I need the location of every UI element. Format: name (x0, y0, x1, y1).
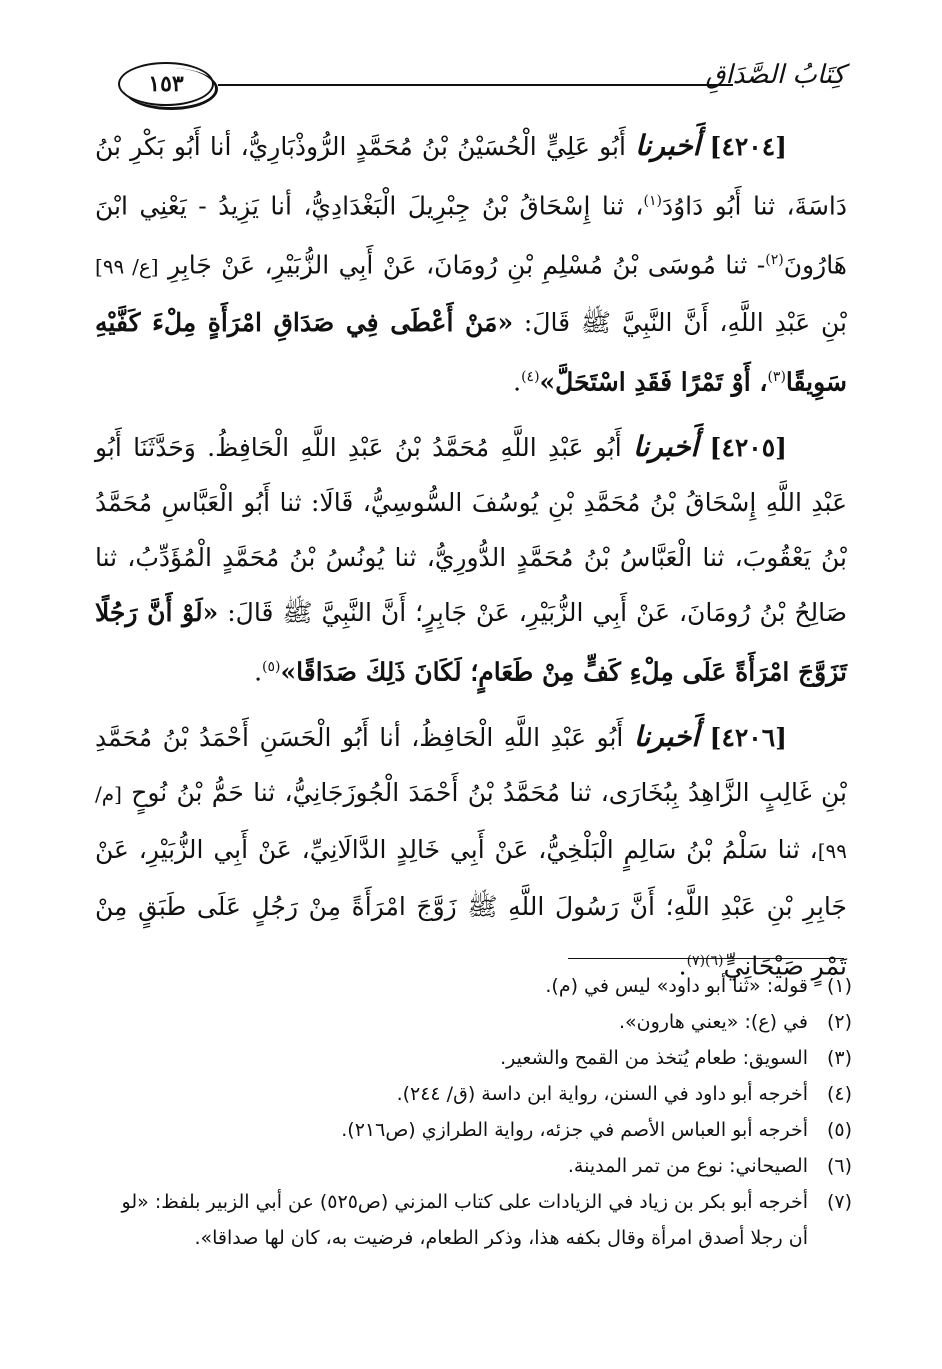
footnote-item (100, 1184, 852, 1256)
isnad-text: أَبُو عَبْدِ اللَّهِ مُحَمَّدُ بْنُ عَبْدِ اللَّهِ الْحَافِظُ. وَحَدَّثَنَا أَبُو عَبْدِ اللَّهِ إِسْحَاقُ بْنُ مُحَمَّدِ بْنِ يُوسُفَ السُّوسِيُّ، قَالَا: ثنا أَبُو الْعَبَّاسِ مُحَمَّدُ بْنُ يَعْقُوبَ، ثنا الْعَبَّاسُ بْنُ مُحَمَّدٍ الدُّورِيُّ، ثنا يُونُسُ بْنُ مُحَمَّدٍ الْمُؤَدِّبُ، ثنا صَالِحُ بْنُ رُومَانَ، عَنْ أَبِي الزُّبَيْرِ، عَنْ جَابِرٍ؛ أَنَّ النَّبِيَّ ﷺ قَالَ: (95, 432, 847, 627)
akhbarana-word: أَخبرنا (632, 429, 699, 463)
footnote-item (100, 1076, 852, 1112)
footnote-number: (٦) (826, 1155, 852, 1177)
footnote-marker: (٢) (765, 252, 784, 269)
footnote-text: قوله: «ثنا أبو داود» ليس في (م). (545, 975, 808, 997)
isnad-text: ، ثنا سَلْمُ بْنُ سَالِمٍ الْبَلْخِيُّ، عَنْ أَبِي خَالِدٍ الدَّالَانِيِّ، عَنْ أَبِي الزُّبَيْرِ، عَنْ جَابِرِ بْنِ عَبْدِ اللَّهِ؛ أَنَّ رَسُولَ اللَّهِ ﷺ زَوَّجَ امْرَأَةً مِنْ رَجُلٍ عَلَى طَبَقٍ مِنْ تَمْرٍ صَيْحَانِيٍّ (95, 835, 847, 981)
footnote-item (100, 1040, 852, 1076)
footnote-text: أخرجه أبو العباس الأصم في جزئه، رواية الطرازي (ص٢١٦). (341, 1119, 808, 1141)
footnote-text: السويق: طعام يُتخذ من القمح والشعير. (500, 1047, 808, 1069)
footnote-number: (٥) (826, 1119, 852, 1141)
isnad-text: أَبُو عَبْدِ اللَّهِ الْحَافِظُ، أنا أَبُو الْحَسَنِ أَحْمَدُ بْنُ مُحَمَّدِ بْنِ غَالِبٍ الزَّاهِدُ بِبُخَارَى، ثنا مُحَمَّدُ بْنُ أَحْمَدَ الْجُوزَجَانِيُّ، ثنا حَمُّ بْنُ نُوحٍ (95, 723, 847, 808)
footnote-text: أخرجه أبو داود في السنن، رواية ابن داسة (ق/ ٢٤٤). (396, 1083, 808, 1105)
page-number: ١٥٣ (148, 71, 184, 97)
sentence-end: . (678, 951, 687, 981)
footnote-marker: (٤) (521, 368, 540, 385)
hadith-text: ، أَوْ تَمْرًا فَقَدِ اسْتَحَلَّ» (539, 366, 768, 396)
sentence-end: . (513, 366, 522, 396)
footnote-number: (٣) (826, 1047, 852, 1069)
footnote-number: (٤) (826, 1083, 852, 1105)
footnote-marker: (٦)(٧) (686, 953, 724, 970)
footnote-text: الصيحاني: نوع من تمر المدينة. (567, 1155, 808, 1177)
isnad-text: ، ثنا إِسْحَاقُ بْنُ جِبْرِيلَ الْبَغْدَادِيُّ، أنا يَزِيدُ - يَعْنِي ابْنَ هَارُونَ (95, 191, 847, 280)
hadith-text: «مَنْ أَعْطَى فِي صَدَاقِ امْرَأَةٍ مِلْءَ كَفَّيْهِ سَوِيقًا (95, 307, 847, 396)
footnote-item (100, 1004, 852, 1040)
footnote-number: (١) (826, 975, 852, 997)
header-rule (218, 84, 733, 86)
footnote-item (100, 1148, 852, 1184)
hadith-paragraph-4206 (95, 709, 847, 993)
akhbarana-word: أَخبرنا (633, 720, 700, 754)
hadith-paragraph-4204 (95, 118, 847, 409)
footnote-separator (568, 958, 844, 959)
book-title: كِتَابُ الصَّدَاقِ (705, 60, 845, 90)
footnote-marker: (٥) (262, 658, 281, 675)
footnote-number: (٢) (826, 1011, 852, 1033)
page-number-badge (118, 62, 214, 106)
footnotes (100, 968, 852, 1256)
main-text (95, 118, 847, 1004)
footnote-item (100, 968, 852, 1004)
footnote-marker: (٣) (767, 368, 786, 385)
hadith-number: [٤٢٠٥] (709, 432, 787, 462)
footnote-text: في (ع): «يعني هارون». (618, 1011, 808, 1033)
manuscript-reference: [ع/ ٩٩] (95, 254, 159, 279)
hadith-number: [٤٢٠٤] (709, 132, 787, 161)
isnad-text: أَبُو عَلِيٍّ الْحُسَيْنُ بْنُ مُحَمَّدٍ الرُّوذْبَارِيُّ، أنا أَبُو بَكْرِ بْنُ دَاسَةَ، ثنا أَبُو دَاوُدَ (95, 132, 848, 221)
footnote-marker: (١) (643, 193, 662, 209)
footnote-text: أخرجه أبو بكر بن زياد في الزيادات على كتاب المزني (ص٥٢٥) عن أبي الزبير بلفظ: «لو أن رجلا أصدق امرأة وقال بكفه هذا، وذكر الطعام، فرضيت به، كان لها صداقا». (121, 1191, 808, 1249)
hadith-paragraph-4205 (95, 419, 847, 699)
isnad-text: - ثنا مُوسَى بْنُ مُسْلِمِ بْنِ رُومَانَ، عَنْ أَبِي الزُّبَيْرِ، عَنْ جَابِرِ (158, 250, 766, 280)
footnote-item (100, 1112, 852, 1148)
page-header (110, 58, 845, 118)
hadith-number: [٤٢٠٦] (709, 723, 787, 753)
isnad-text: بْنِ عَبْدِ اللَّهِ، أَنَّ النَّبِيَّ ﷺ قَالَ: (513, 307, 847, 337)
sentence-end: . (254, 657, 263, 687)
hadith-text: «لَوْ أَنَّ رَجُلًا تَزَوَّجَ امْرَأَةً عَلَى مِلْءِ كَفٍّ مِنْ طَعَامٍ؛ لَكَانَ ذَلِكَ صَدَاقًا» (95, 597, 847, 687)
manuscript-reference: [م/ ٩٩] (95, 782, 847, 864)
footnote-number: (٧) (826, 1191, 852, 1213)
akhbarana-word: أَخبرنا (635, 129, 701, 162)
